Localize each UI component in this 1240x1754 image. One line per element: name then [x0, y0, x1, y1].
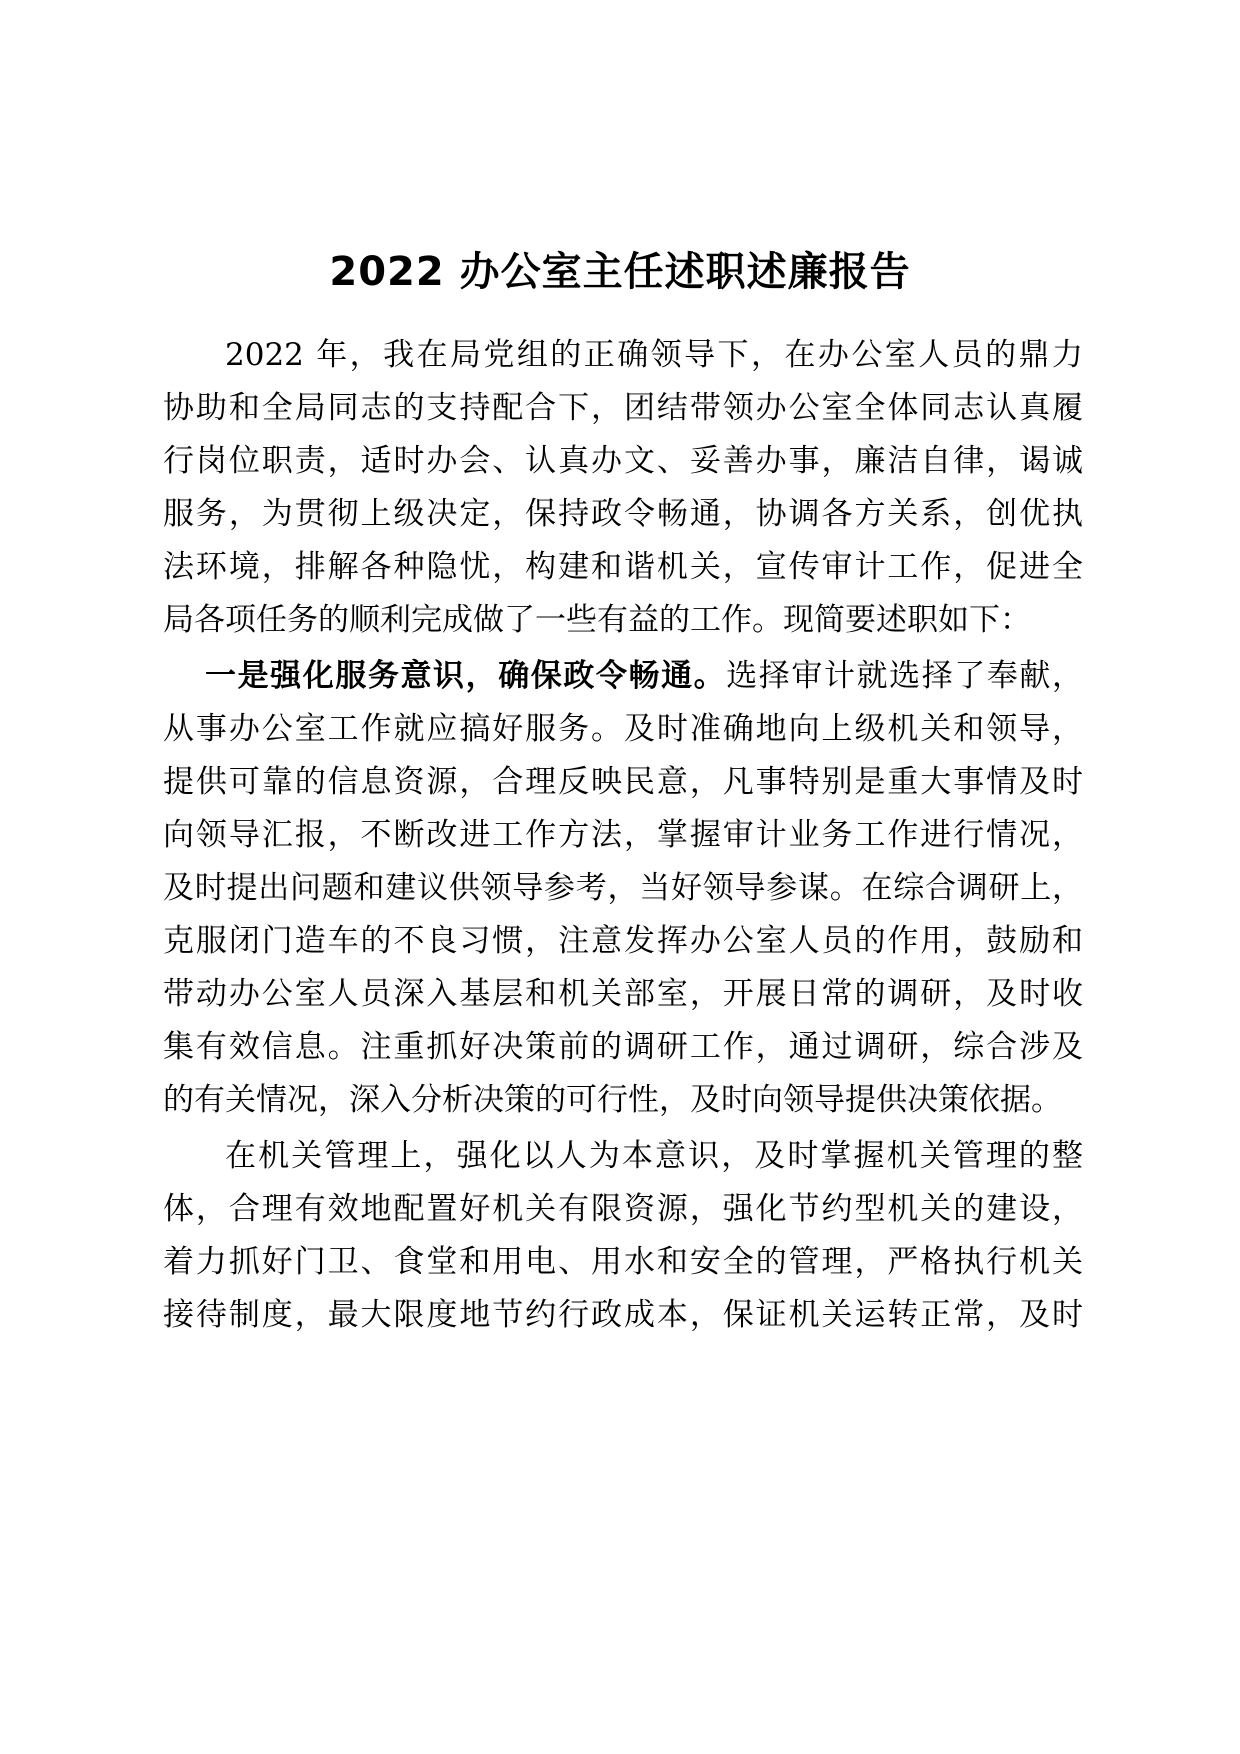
paragraph-line: 协助和全局同志的支持配合下，团结带领办公室全体同志认真履: [163, 390, 1083, 426]
paragraph-line: 带动办公室人员深入基层和机关部室，开展日常的调研，及时收: [163, 976, 1083, 1012]
paragraph-line: 局各项任务的顺利完成做了一些有益的工作。现简要述职如下：: [163, 602, 1031, 638]
heading-continuation: 选择审计就选择了奉献，: [726, 658, 1084, 694]
paragraph-line: 着力抓好门卫、食堂和用电、用水和安全的管理，严格执行机关: [163, 1244, 1083, 1280]
paragraph-line: 接待制度，最大限度地节约行政成本，保证机关运转正常，及时: [163, 1297, 1083, 1333]
paragraph-line: 行岗位职责，适时办会、认真办文、妥善办事，廉洁自律，谒诚: [163, 443, 1083, 479]
paragraph-line: 克服闭门造车的不良习惯，注意发挥办公室人员的作用，鼓励和: [163, 923, 1083, 959]
paragraph-line: 体，合理有效地配置好机关有限资源，强化节约型机关的建设，: [163, 1191, 1083, 1227]
paragraph-line: 从事办公室工作就应搞好服务。及时准确地向上级机关和领导，: [163, 711, 1083, 747]
section-heading: 一是强化服务意识，确保政令畅通。: [205, 658, 727, 694]
paragraph-line-heading: [205, 651, 1083, 701]
paragraph-line: 2022 年，我在局党组的正确领导下，在办公室人员的鼎力: [225, 337, 1083, 373]
paragraph-line: 的有关情况，深入分析决策的可行性，及时向领导提供决策依据。: [163, 1082, 1062, 1118]
paragraph-line: 在机关管理上，强化以人为本意识，及时掌握机关管理的整: [225, 1138, 1083, 1174]
paragraph-line: 服务，为贯彻上级决定，保持政令畅通，协调各方关系，创优执: [163, 496, 1083, 532]
paragraph-line: 向领导汇报，不断改进工作方法，掌握审计业务工作进行情况，: [163, 817, 1083, 853]
paragraph-line: 提供可靠的信息资源，合理反映民意，凡事特别是重大事情及时: [163, 764, 1083, 800]
paragraph-line: 集有效信息。注重抓好决策前的调研工作，通过调研，综合涉及: [163, 1029, 1083, 1065]
paragraph-line: 法环境，排解各种隐忧，构建和谐机关，宣传审计工作，促进全: [163, 549, 1083, 585]
paragraph-line: 及时提出问题和建议供领导参考，当好领导参谋。在综合调研上，: [163, 870, 1083, 906]
document-title: 2022 办公室主任述职述廉报告: [329, 249, 911, 295]
